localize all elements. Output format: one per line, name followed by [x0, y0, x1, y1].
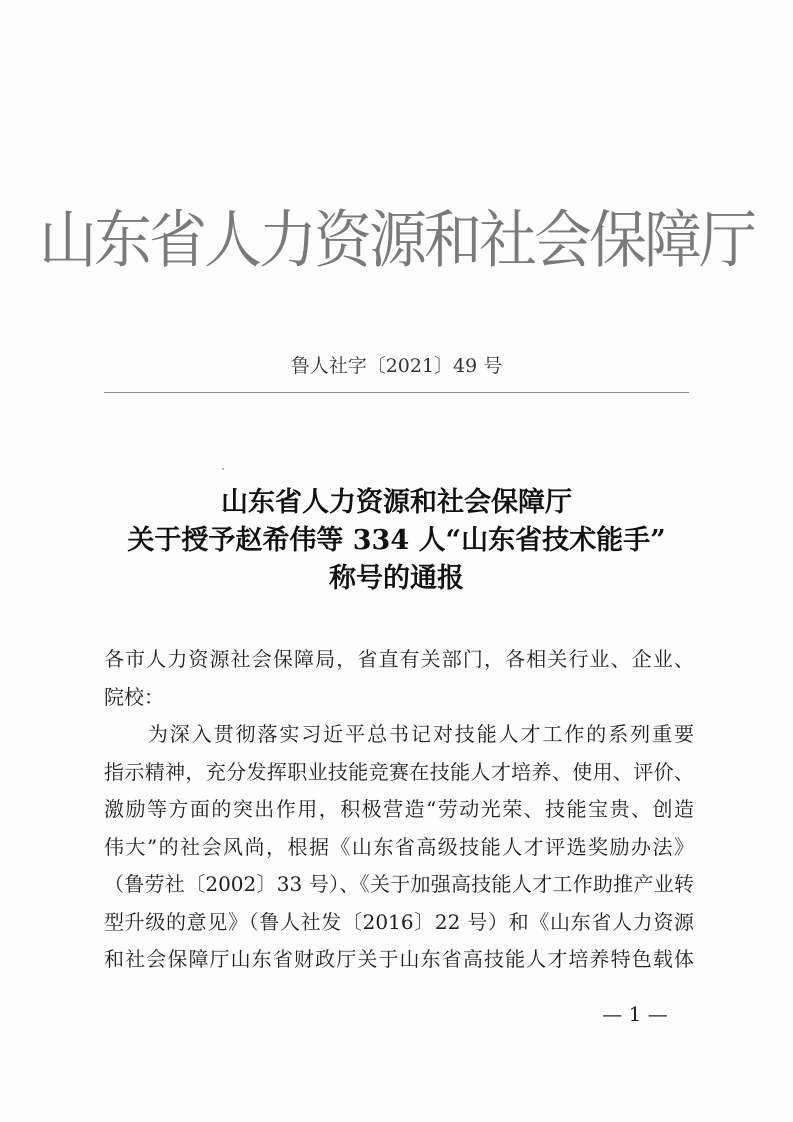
body-line: 和社会保障厅山东省财政厅关于山东省高技能人才培养特色载体: [104, 947, 694, 971]
scan-speck: [222, 468, 224, 470]
body-line-addressees-end: 院校：: [104, 684, 164, 709]
body-line: 型升级的意见》（鲁人社发〔2016〕22 号）和《山东省人力资源: [104, 909, 694, 934]
body-line: （鲁劳社〔2002〕33 号）、《关于加强高技能人才工作助推产业转: [104, 872, 694, 896]
document-number: 鲁人社字〔2021〕49 号: [290, 355, 503, 377]
body-line: 激励等方面的突出作用，积极营造“劳动光荣、技能宝贵、创造: [104, 797, 694, 821]
title-line-1: 山东省人力资源和社会保障厅: [221, 487, 572, 518]
body-line-addressees: 各市人力资源社会保障局，省直有关部门，各相关行业、企业、: [104, 647, 694, 671]
title-line-3: 称号的通报: [329, 563, 464, 594]
page-number: — 1 —: [602, 1002, 668, 1026]
body-line: 指示精神，充分发挥职业技能竞赛在技能人才培养、使用、评价、: [104, 759, 694, 784]
body-line: 为深入贯彻落实习近平总书记对技能人才工作的系列重要: [104, 722, 694, 746]
body-line: 伟大”的社会风尚，根据《山东省高级技能人才评选奖励办法》: [104, 834, 694, 859]
document-body: [104, 641, 694, 979]
document-title: [0, 484, 793, 598]
header-divider: [104, 392, 689, 393]
title-line-2: 关于授予赵希伟等 334 人“山东省技术能手”: [127, 525, 666, 556]
issuing-organization-masthead: 山东省人力资源和社会保障厅: [38, 203, 754, 277]
